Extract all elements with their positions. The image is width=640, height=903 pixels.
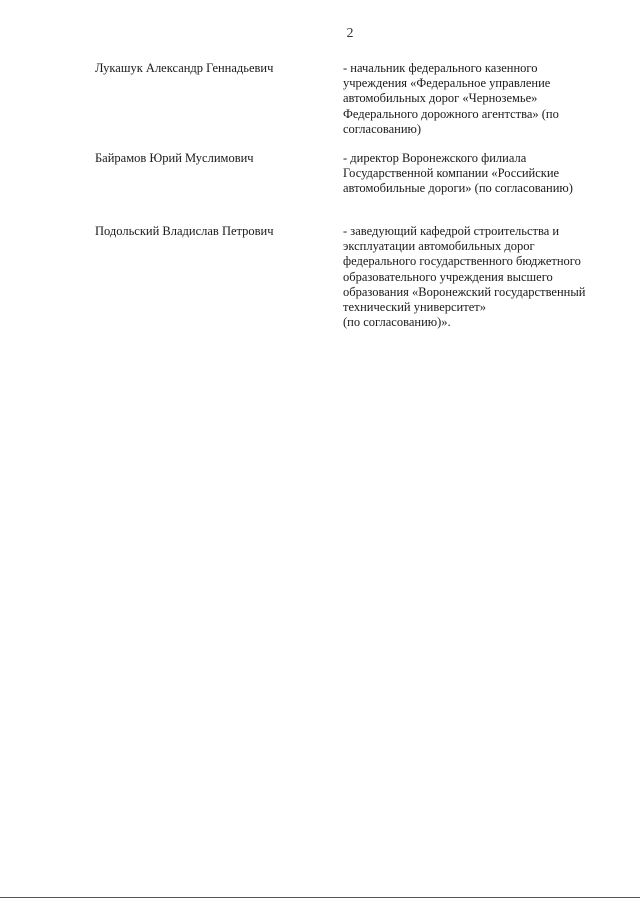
- page-number: 2: [346, 26, 354, 41]
- role-line: технический университет»: [343, 300, 486, 315]
- role-line: автомобильных дорог «Черноземье»: [343, 91, 538, 106]
- role-line: образовательного учреждения высшего: [343, 269, 553, 284]
- role-line: - заведующий кафедрой строительства и: [343, 224, 560, 238]
- role-line: автомобильные дороги» (по согласованию): [343, 181, 573, 196]
- role-line: согласованию): [343, 121, 422, 136]
- role-line: (по согласованию)».: [343, 315, 451, 330]
- member-name: Байрамов Юрий Муслимович: [95, 151, 254, 165]
- role-line: эксплуатации автомобильных дорог: [343, 239, 535, 254]
- role-line: - начальник федерального казенного: [343, 61, 538, 75]
- role-line: учреждения «Федеральное управление: [343, 76, 551, 91]
- member-name: Подольский Владислав Петрович: [95, 224, 274, 238]
- role-line: - директор Воронежского филиала: [343, 151, 527, 165]
- page-bottom-rule: [0, 897, 640, 898]
- role-line: Федерального дорожного агентства» (по: [343, 106, 559, 121]
- role-line: образования «Воронежский государственный: [343, 284, 586, 299]
- role-line: Государственной компании «Российские: [343, 166, 560, 181]
- role-line: федерального государственного бюджетного: [343, 254, 581, 269]
- member-name: Лукашук Александр Геннадьевич: [95, 61, 274, 75]
- member-role: [343, 151, 608, 197]
- member-role: [343, 61, 608, 137]
- member-role: [343, 224, 608, 330]
